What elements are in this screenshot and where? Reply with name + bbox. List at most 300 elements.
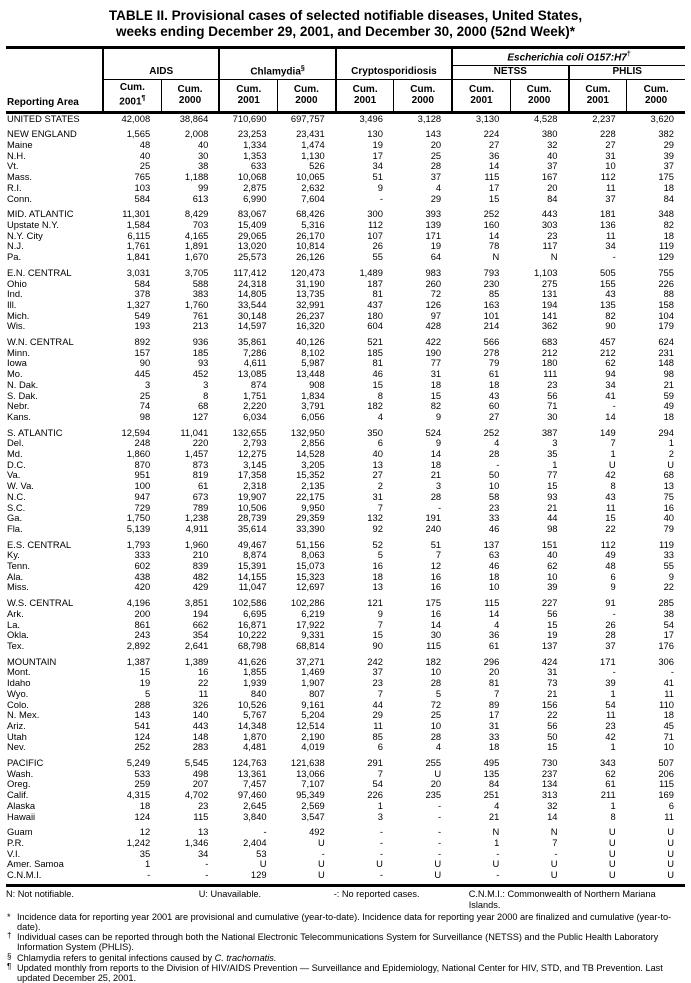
value-cell: 4,315 [126, 789, 151, 801]
value-cell: 10,222 [237, 629, 267, 641]
value-cell: 495 [483, 757, 500, 769]
value-cell: 3,128 [417, 112, 442, 124]
reporting-area-cell: N.C. [7, 490, 26, 502]
value-cell: 6,034 [243, 410, 267, 422]
reporting-area-cell: Amer. Samoa [7, 858, 64, 870]
footnote-mark: § [7, 951, 12, 961]
value-cell: 11,047 [238, 581, 267, 593]
value-cell: 1,855 [243, 666, 267, 678]
value-cell: 840 [250, 687, 267, 699]
value-cell: 4,165 [184, 229, 209, 241]
value-cell: 68 [663, 469, 674, 481]
value-cell: 34 [605, 378, 616, 390]
value-cell: 5,139 [126, 522, 151, 534]
value-cell: 3 [144, 378, 151, 390]
value-cell: 185 [192, 346, 209, 358]
value-cell: 40 [663, 512, 674, 524]
value-cell: 98 [547, 522, 558, 534]
value-cell: 380 [541, 128, 558, 140]
cum-col-header: Cum. 2000 [394, 80, 452, 112]
value-cell: 378 [134, 288, 151, 300]
value-cell: 181 [600, 208, 616, 220]
value-cell: U [608, 858, 616, 870]
value-cell: 81 [488, 677, 500, 689]
value-cell: 227 [541, 597, 558, 609]
value-cell: 38,864 [179, 112, 209, 124]
value-cell: 5,204 [301, 709, 325, 721]
value-cell: 15 [488, 192, 500, 204]
table-row [6, 801, 685, 812]
value-cell: - [379, 192, 383, 204]
reporting-area-cell: N. Dak. [7, 378, 39, 390]
value-cell: 18 [372, 570, 383, 582]
value-cell: U [317, 836, 325, 848]
value-cell: 100 [134, 480, 151, 492]
reporting-area-cell: Okla. [7, 629, 29, 641]
value-cell: 343 [600, 757, 616, 769]
value-cell: 1,242 [126, 836, 151, 848]
value-cell: - [438, 836, 442, 848]
value-cell: 5,545 [184, 757, 209, 769]
value-cell: 56 [547, 719, 558, 731]
value-cell: 107 [367, 229, 383, 241]
value-cell: 31 [372, 490, 383, 502]
value-cell: 226 [658, 277, 674, 289]
value-cell: 662 [192, 618, 209, 630]
table-row [6, 348, 685, 359]
value-cell: 43 [605, 490, 616, 502]
aids-label: AIDS [149, 66, 174, 78]
value-cell: 333 [134, 549, 151, 561]
value-cell: 6 [377, 741, 383, 753]
value-cell: 18 [663, 410, 674, 422]
value-cell: 42 [605, 730, 616, 742]
value-cell: 6 [668, 799, 674, 811]
value-cell: 252 [483, 208, 500, 220]
value-cell: 19 [139, 677, 151, 689]
table-row [6, 779, 685, 790]
value-cell: 4,481 [243, 741, 267, 753]
value-cell: 175 [425, 597, 442, 609]
value-cell: 23 [372, 677, 383, 689]
value-cell: 13,448 [296, 368, 325, 380]
value-cell: 115 [426, 640, 442, 651]
table-row [6, 391, 685, 402]
ecoli-group-header [452, 48, 685, 66]
footnote-mark: * [7, 911, 11, 922]
value-cell: 78 [488, 240, 500, 252]
value-cell: 3,840 [243, 810, 267, 822]
value-cell: 35 [547, 448, 558, 460]
value-cell: 673 [192, 490, 209, 502]
value-cell: 2,641 [184, 640, 209, 651]
reporting-area-cell: Mass. [7, 171, 33, 183]
value-cell: 211 [600, 789, 616, 801]
value-cell: 51 [430, 538, 442, 550]
value-cell: 288 [134, 698, 151, 710]
value-cell: 2,645 [243, 799, 267, 811]
value-cell: 7 [377, 618, 383, 630]
value-cell: 11 [605, 229, 616, 241]
value-cell: 8,063 [301, 549, 325, 561]
value-cell: 1,670 [184, 251, 209, 263]
value-cell: 624 [658, 336, 674, 348]
table-row [6, 263, 685, 279]
reporting-area-cell: Nebr. [7, 400, 30, 412]
value-cell: 1,860 [126, 448, 151, 460]
value-cell: 13 [372, 581, 383, 593]
value-cell: 130 [367, 128, 383, 140]
table-row [6, 401, 685, 412]
value-cell: 14,155 [237, 570, 267, 582]
table-row [6, 524, 685, 535]
value-cell: 115 [484, 597, 500, 609]
value-cell: 3,705 [184, 266, 209, 278]
value-cell: 3,031 [126, 266, 151, 278]
value-cell: 21 [663, 378, 674, 390]
value-cell: 15,352 [296, 469, 325, 481]
value-cell: U [667, 836, 674, 848]
reporting-area-cell: N.J. [7, 240, 24, 252]
value-cell: 190 [425, 346, 442, 358]
reporting-area-cell: Ill. [7, 298, 17, 310]
value-cell: 226 [367, 789, 383, 801]
value-cell: 34 [197, 847, 209, 859]
value-cell: 81 [372, 288, 383, 300]
value-cell: 61 [197, 480, 209, 492]
reporting-area-cell: Tex. [7, 640, 25, 651]
value-cell: 936 [192, 336, 209, 348]
value-cell: 526 [309, 160, 325, 172]
table-row [6, 790, 685, 801]
value-cell: 99 [197, 181, 209, 193]
value-cell: 22 [547, 709, 558, 721]
value-cell: 75 [663, 490, 674, 502]
table-row [6, 630, 685, 641]
table-row [6, 641, 685, 652]
value-cell: 7 [610, 437, 616, 449]
value-cell: 755 [658, 266, 674, 278]
value-cell: U [667, 847, 674, 859]
value-cell: 40 [547, 149, 558, 161]
table-row [6, 572, 685, 583]
value-cell: 1 [610, 448, 616, 460]
value-cell: 29 [663, 139, 674, 151]
value-cell: 10 [430, 666, 442, 678]
value-cell: 26,170 [296, 229, 325, 241]
value-cell: 11,041 [180, 426, 209, 438]
value-cell: 61 [488, 640, 500, 651]
value-cell: 39 [663, 149, 674, 161]
value-cell: N [492, 826, 500, 838]
value-cell: 7 [552, 836, 558, 848]
reporting-area-cell: Conn. [7, 192, 33, 204]
value-cell: 14 [488, 229, 500, 241]
value-cell: 4 [494, 437, 500, 449]
value-cell: 9,950 [301, 501, 325, 513]
reporting-area-cell: Nev. [7, 741, 26, 753]
reporting-area-cell: D.C. [7, 458, 26, 470]
value-cell: 151 [541, 538, 558, 550]
value-cell: 214 [483, 320, 500, 332]
value-cell: U [569, 870, 627, 885]
reporting-area-cell: C.N.M.I. [6, 870, 103, 885]
value-cell: 1 [610, 687, 616, 699]
value-cell: 19 [372, 139, 383, 151]
cum-col-header: Cum. 2000 [627, 80, 685, 112]
value-cell: 1,584 [126, 218, 151, 230]
reporting-area-cell: MOUNTAIN [7, 655, 57, 667]
value-cell: 6,115 [127, 229, 151, 241]
value-cell: 1,457 [184, 448, 209, 460]
value-cell: 28 [488, 448, 500, 460]
value-cell: 56 [547, 389, 558, 401]
value-cell: 112 [600, 171, 616, 183]
value-cell: - [438, 810, 442, 822]
value-cell: 68,814 [296, 640, 325, 651]
value-cell: 20 [430, 139, 442, 151]
value-cell: 873 [192, 458, 209, 470]
value-cell: 6 [610, 570, 616, 582]
value-cell: 16 [430, 570, 442, 582]
value-cell: - [336, 870, 394, 885]
value-cell: 20 [547, 181, 558, 193]
value-cell: 23 [547, 229, 558, 241]
value-cell: 35 [139, 847, 151, 859]
value-cell: 908 [309, 378, 325, 390]
table-row [6, 332, 685, 348]
table-row [6, 423, 685, 439]
value-cell: 21 [430, 469, 442, 481]
value-cell: 37 [605, 640, 616, 651]
value-cell: 15 [547, 480, 558, 492]
value-cell: 10 [605, 160, 616, 172]
value-cell: 71 [663, 730, 674, 742]
value-cell: 56 [547, 607, 558, 619]
value-cell: 874 [250, 378, 267, 390]
value-cell: 160 [483, 218, 500, 230]
value-cell: 10,814 [296, 240, 325, 252]
value-cell: 4 [494, 618, 500, 630]
value-cell: - [379, 826, 383, 838]
value-cell: 5,767 [243, 709, 267, 721]
cum-col-header: Cum. 2001 [452, 80, 510, 112]
reporting-area-cell: Mich. [7, 309, 30, 321]
value-cell: 4 [435, 181, 442, 193]
value-cell: 43 [488, 389, 500, 401]
value-cell: 3,496 [359, 112, 383, 124]
reporting-area-cell: Miss. [7, 581, 29, 593]
value-cell: 4 [494, 799, 500, 811]
value-cell: 235 [425, 789, 442, 801]
value-cell: 549 [134, 309, 151, 321]
value-cell: 27 [605, 139, 616, 151]
value-cell: 77 [430, 357, 442, 369]
value-cell: U [492, 858, 500, 870]
value-cell: 119 [659, 538, 674, 550]
value-cell: 242 [367, 655, 383, 667]
value-cell: 54 [372, 778, 383, 790]
table-row [6, 321, 685, 332]
value-cell: 14,597 [237, 320, 267, 332]
value-cell: 175 [658, 171, 674, 183]
value-cell: 41 [663, 677, 674, 689]
value-cell: 9 [668, 570, 674, 582]
value-cell: 50 [488, 469, 500, 481]
reporting-area-cell: PACIFIC [7, 757, 44, 769]
reporting-area-cell: Guam [7, 826, 33, 838]
table-row [6, 204, 685, 220]
legend-row [6, 889, 685, 911]
value-cell: 23 [197, 799, 209, 811]
chlamydia-footnote-mark: § [300, 65, 305, 72]
value-cell: 10 [663, 741, 674, 753]
value-cell: 194 [192, 607, 209, 619]
value-cell: 158 [658, 298, 674, 310]
value-cell: 18 [488, 570, 500, 582]
value-cell: 18 [139, 799, 151, 811]
value-cell: 33,390 [296, 522, 325, 534]
table-row [6, 561, 685, 572]
value-cell: 176 [658, 640, 674, 651]
value-cell: 115 [193, 810, 209, 822]
table-row [6, 438, 685, 449]
table-row [6, 550, 685, 561]
value-cell: 124 [134, 810, 151, 822]
value-cell: 6,056 [301, 410, 325, 422]
value-cell: 51,156 [296, 538, 325, 550]
value-cell: 21 [547, 501, 558, 513]
value-cell: - [379, 836, 383, 848]
value-cell: 81 [372, 357, 383, 369]
value-cell: 185 [367, 346, 383, 358]
value-cell: 420 [134, 581, 151, 593]
value-cell: 1,334 [243, 139, 267, 151]
value-cell: 1,346 [184, 836, 209, 848]
value-cell: 3,145 [243, 458, 267, 470]
ecoli-footnote-mark: † [626, 51, 631, 58]
table-header [6, 48, 685, 113]
value-cell: 31 [547, 666, 558, 678]
table-body [6, 112, 685, 885]
value-cell: 82 [663, 218, 674, 230]
value-cell: 819 [192, 469, 209, 481]
value-cell: 71 [547, 400, 558, 412]
table-row [6, 220, 685, 231]
footnote: § Chlamydia refers to genital infections caused by C. trachomatis. [7, 951, 277, 963]
value-cell: 4,196 [126, 597, 151, 609]
value-cell: - [612, 251, 616, 263]
table-row [6, 503, 685, 514]
value-cell: 8,102 [301, 346, 325, 358]
value-cell: 424 [541, 655, 558, 667]
value-cell: 248 [134, 437, 151, 449]
value-cell: 134 [541, 778, 558, 790]
value-cell: 15,409 [237, 218, 267, 230]
value-cell: 1,761 [126, 240, 151, 252]
value-cell: 18 [663, 181, 674, 193]
value-cell: 243 [134, 629, 151, 641]
value-cell: 383 [192, 288, 209, 300]
value-cell: 36 [488, 629, 500, 641]
value-cell: 1 [668, 437, 674, 449]
value-cell: 4 [435, 741, 442, 753]
value-cell: 33,544 [237, 298, 267, 310]
value-cell: 40,126 [296, 336, 325, 348]
value-cell: 8 [377, 389, 383, 401]
value-cell: 1,565 [126, 128, 151, 140]
value-cell: 1 [377, 799, 383, 811]
value-cell: 683 [541, 336, 558, 348]
value-cell: 25 [139, 160, 151, 172]
value-cell: 32,991 [296, 298, 325, 310]
value-cell: 1,130 [301, 149, 325, 161]
value-cell: 20 [430, 778, 442, 790]
value-cell: 566 [483, 336, 500, 348]
value-cell: 1 [494, 836, 500, 848]
value-cell: 44 [372, 698, 383, 710]
value-cell: 870 [134, 458, 151, 470]
value-cell: 9,161 [301, 698, 325, 710]
value-cell: 35,614 [237, 522, 267, 534]
value-cell: 382 [658, 128, 674, 140]
value-cell: 97,460 [237, 789, 267, 801]
value-cell: 452 [192, 368, 209, 380]
notifiable-diseases-table [6, 46, 685, 887]
value-cell: 4,611 [243, 357, 267, 369]
value-cell: 53 [256, 847, 267, 859]
value-cell: 13 [197, 826, 209, 838]
value-cell: 16,871 [237, 618, 267, 630]
value-cell: 26,237 [296, 309, 325, 321]
value-cell: 207 [192, 778, 209, 790]
table-row [6, 172, 685, 183]
value-cell: 36 [488, 149, 500, 161]
value-cell: 252 [483, 426, 500, 438]
value-cell: 29 [430, 192, 442, 204]
value-cell: 15,323 [296, 570, 325, 582]
value-cell: 21 [488, 810, 500, 822]
value-cell: 85 [372, 730, 383, 742]
value-cell: 10,068 [237, 171, 267, 183]
value-cell: 3 [203, 378, 209, 390]
value-cell: 350 [367, 426, 383, 438]
reporting-area-cell: Wis. [7, 320, 26, 332]
value-cell: 892 [134, 336, 151, 348]
value-cell: 21 [547, 687, 558, 699]
chlamydia-group-header [219, 48, 335, 80]
value-cell: 761 [192, 309, 209, 321]
value-cell: 6,695 [243, 607, 267, 619]
value-cell: 101 [483, 309, 500, 321]
value-cell: 27 [488, 139, 500, 151]
value-cell: 19,907 [237, 490, 267, 502]
value-cell: 62 [605, 357, 616, 369]
value-cell: 132,655 [232, 426, 267, 438]
value-cell: 294 [658, 426, 674, 438]
value-cell: 157 [134, 346, 151, 358]
value-cell: 26,126 [296, 251, 325, 263]
value-cell: 584 [134, 192, 151, 204]
value-cell: 2,008 [184, 128, 209, 140]
value-cell: 1,353 [243, 149, 267, 161]
value-cell: 19 [430, 240, 442, 252]
value-cell: 313 [541, 789, 558, 801]
value-cell: 61 [488, 368, 500, 380]
value-cell: 6 [377, 437, 383, 449]
value-cell: 102,586 [232, 597, 267, 609]
reporting-area-cell: Del. [7, 437, 24, 449]
